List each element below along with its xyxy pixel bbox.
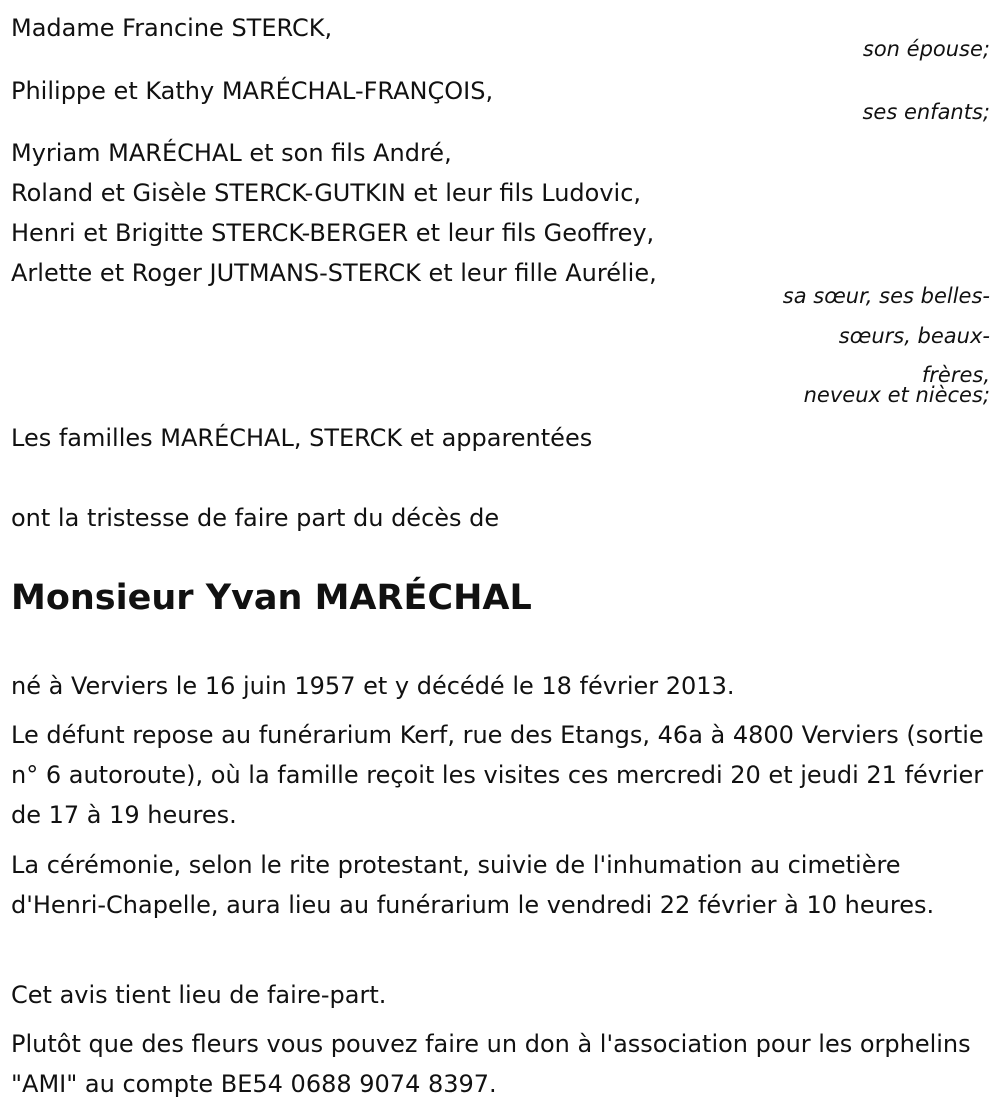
spouse-block [11,8,990,60]
children-names: Philippe et Kathy MARÉCHAL-FRANÇOIS, [11,77,494,105]
families-line: Les familles MARÉCHAL, STERCK et apparentées [11,424,593,452]
children-block [11,71,990,123]
spouse-role: son épouse; [862,37,990,61]
relatives-role-line: sœurs, beaux- [838,324,990,348]
relative-line: Henri et Brigitte STERCK-BERGER et leur fils Geoffrey, [11,219,655,247]
relatives-role-line: frères, [921,363,990,387]
relatives-role [740,285,990,405]
relative-line: Myriam MARÉCHAL et son fils André, [11,139,452,167]
relatives-role-line: neveux et nièces; [803,383,990,407]
notice-paragraph: Cet avis tient lieu de faire-part. [11,981,387,1009]
spouse-name: Madame Francine STERCK, [11,14,333,42]
relatives-role-line: sa sœur, ses belles- [782,284,990,308]
visitation-paragraph: Le défunt repose au funérarium Kerf, rue des Etangs, 46a à 4800 Verviers (sortie n° 6 autoroute), où la famille reçoit les visites ces mercredi 20 et jeudi 21 février de 17 à 19 heures. [11,721,984,829]
children-role: ses enfants; [862,100,990,124]
deceased-name: Monsieur Yvan MARÉCHAL [11,578,532,618]
birth-death-paragraph: né à Verviers le 16 juin 1957 et y décédé le 18 février 2013. [11,672,735,700]
donation-paragraph: Plutôt que des fleurs vous pouvez faire un don à l'association pour les orphelins "AMI" au compte BE54 0688 9074 8397. [11,1030,971,1098]
announcement-line: ont la tristesse de faire part du décès de [11,504,500,532]
relative-line: Arlette et Roger JUTMANS-STERCK et leur fille Aurélie, [11,259,657,287]
relatives-block [11,133,990,293]
relative-line: Roland et Gisèle STERCK-GUTKIN et leur fils Ludovic, [11,179,642,207]
ceremony-paragraph: La cérémonie, selon le rite protestant, suivie de l'inhumation au cimetière d'Henri-Chapelle, aura lieu au funérarium le vendredi 22 février à 10 heures. [11,851,935,919]
